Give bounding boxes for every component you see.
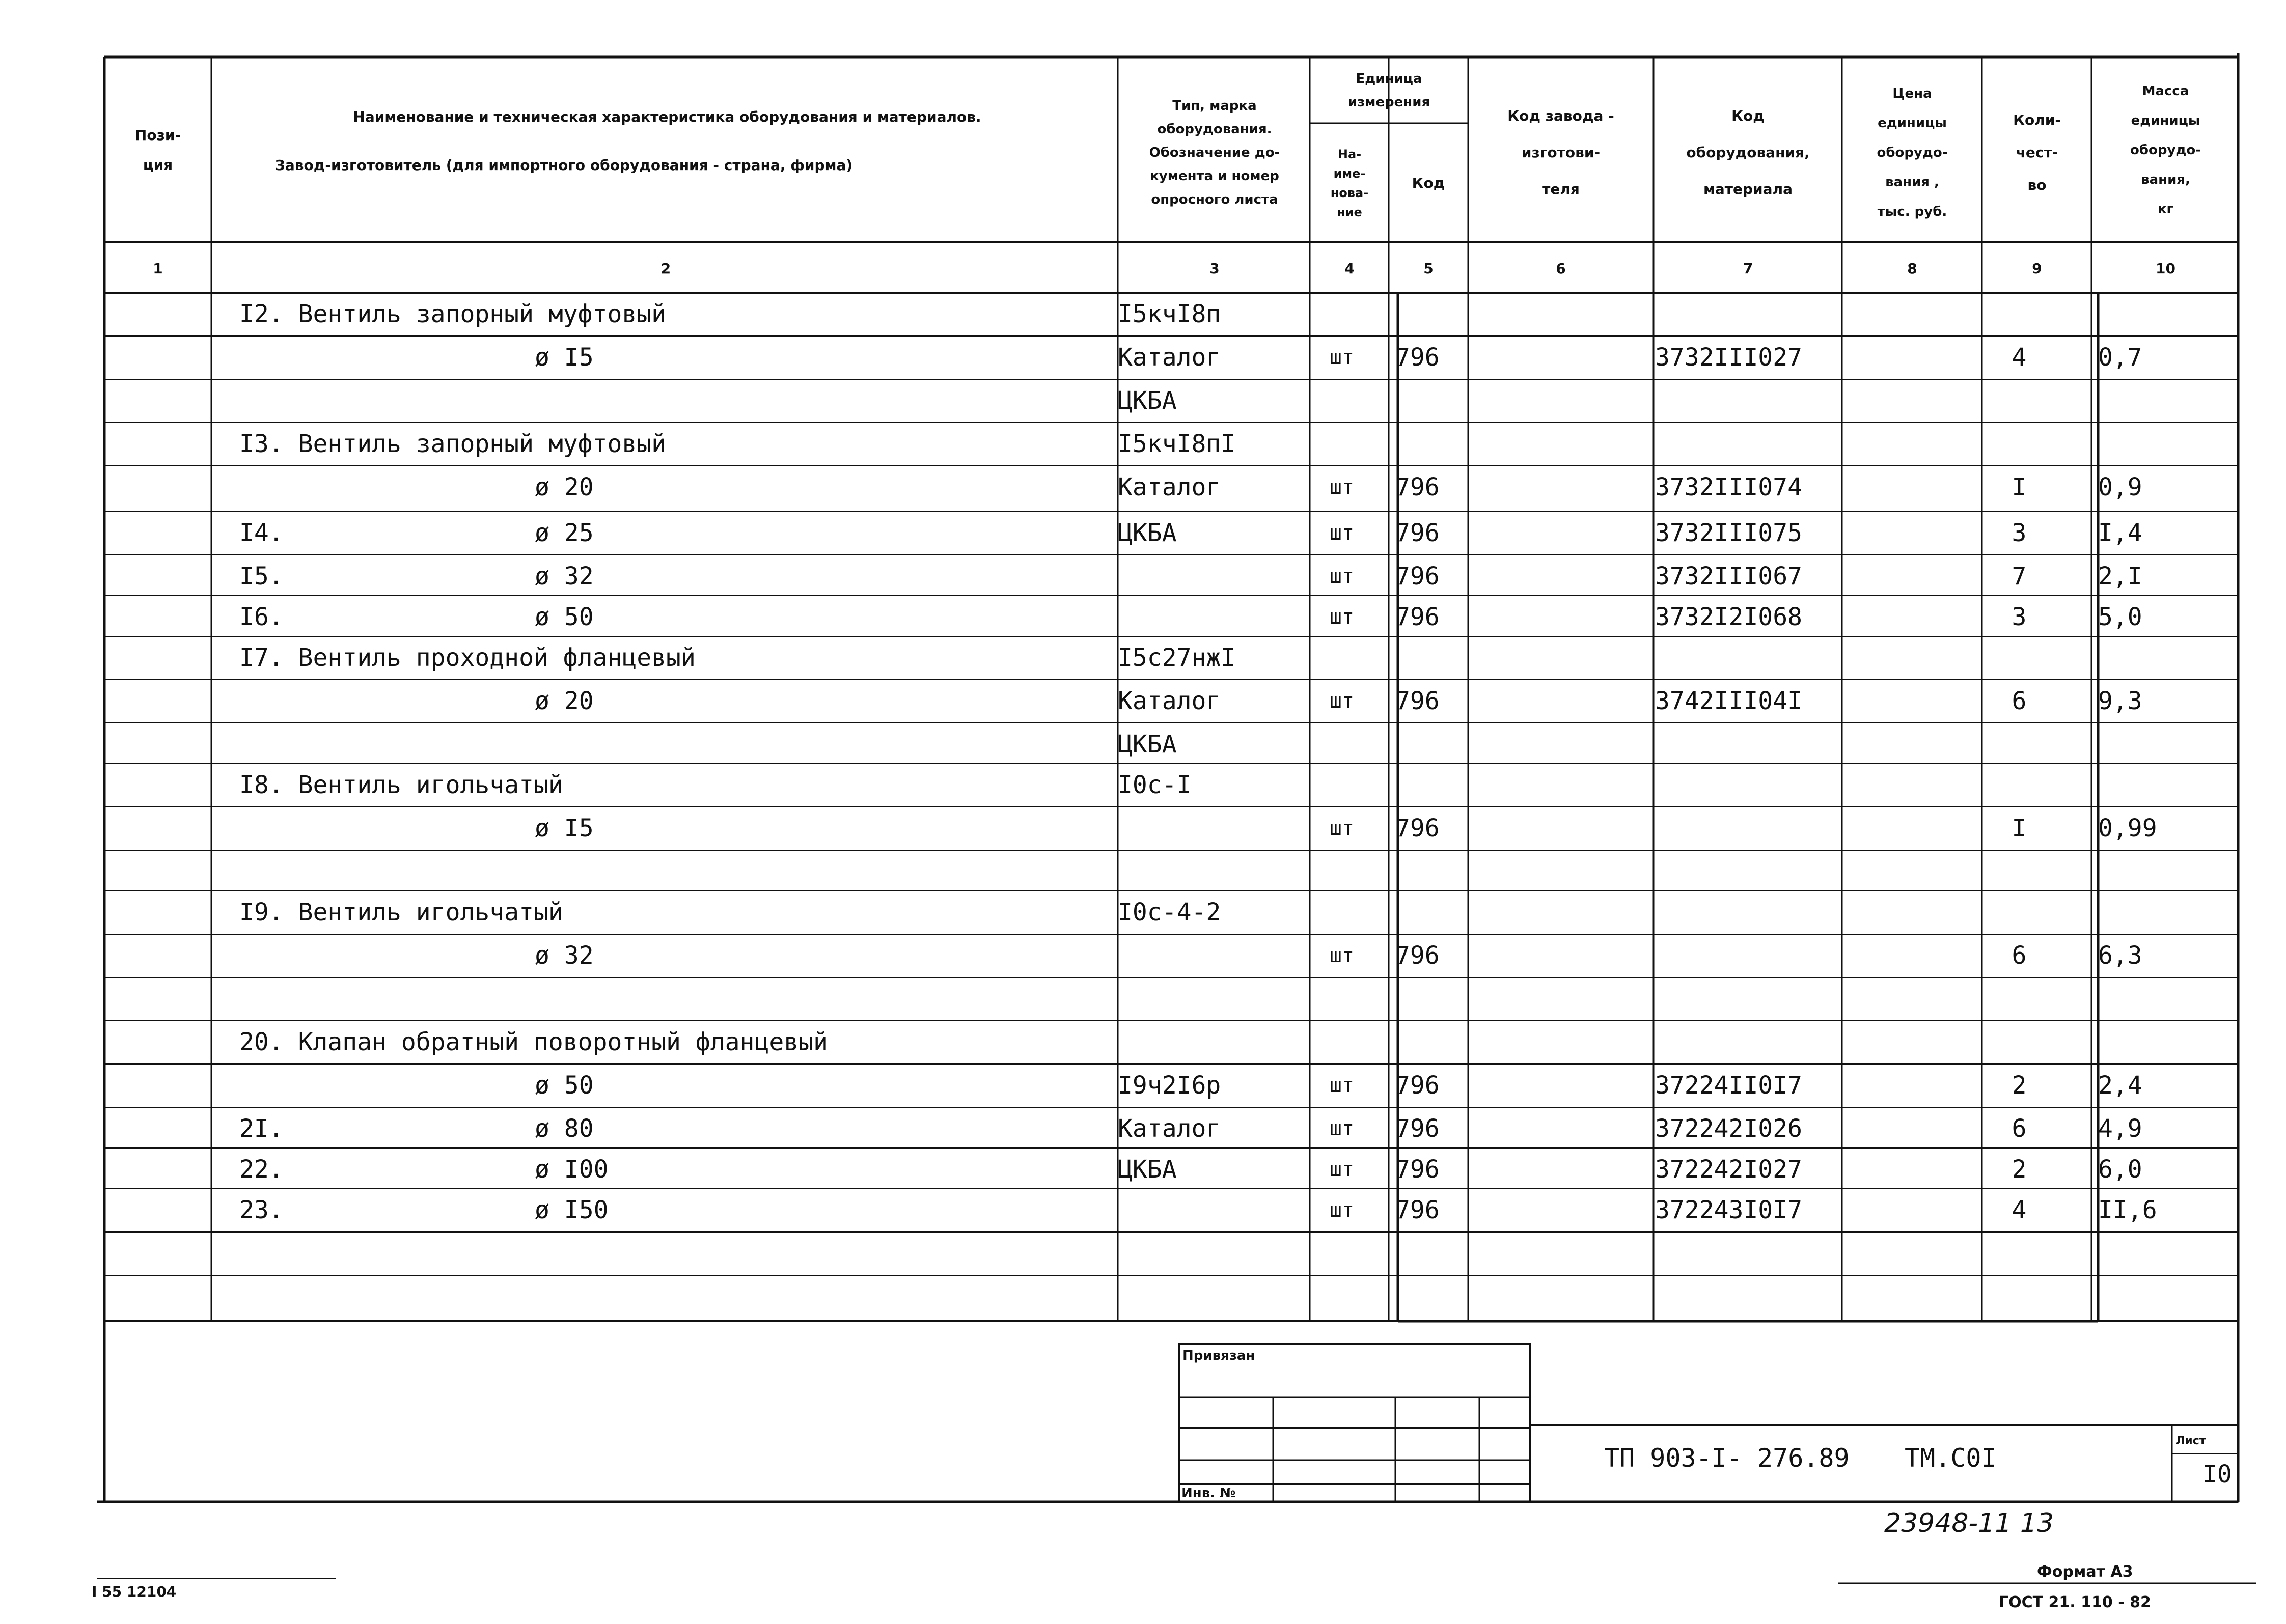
- unit-mass: 2,4: [2098, 1071, 2142, 1100]
- type-mark: ЦКБА: [1118, 1155, 1177, 1184]
- equipment-code: 372242I026: [1655, 1114, 1802, 1143]
- diameter: ø 20: [535, 687, 594, 715]
- quantity: 6: [2012, 941, 2027, 970]
- unit-code: 796: [1395, 519, 1440, 547]
- diameter: ø I50: [535, 1196, 609, 1224]
- column-number: 1: [153, 260, 163, 277]
- unit-name: шт: [1329, 944, 1355, 967]
- type-mark: Каталог: [1118, 473, 1221, 501]
- unit-code: 796: [1395, 1114, 1440, 1143]
- unit-mass: 5,0: [2098, 603, 2142, 631]
- column-number: 8: [1907, 260, 1917, 277]
- unit-name: шт: [1329, 1074, 1355, 1097]
- position-name: I9. Вентиль игольчатый: [239, 898, 563, 927]
- privyazan-label: Привязан: [1182, 1348, 1255, 1363]
- equipment-code: 3742III04I: [1655, 687, 1802, 715]
- header-unit-name: На- име- нова- ние: [1330, 147, 1369, 219]
- quantity: 3: [2012, 519, 2027, 547]
- column-number: 4: [1344, 260, 1355, 277]
- unit-mass: 6,0: [2098, 1155, 2142, 1184]
- unit-name: шт: [1329, 605, 1355, 629]
- gost-label: ГОСТ 21. 110 - 82: [1999, 1593, 2151, 1611]
- type-mark: I5кчI8п: [1118, 300, 1221, 328]
- unit-name: шт: [1329, 565, 1355, 588]
- unit-name: шт: [1329, 689, 1355, 713]
- unit-name: шт: [1329, 1158, 1355, 1181]
- document-code: ТП 903-I- 276.89: [1604, 1443, 1850, 1473]
- header-quantity: Коли- чест- во: [2013, 111, 2061, 193]
- unit-code: 796: [1395, 603, 1440, 631]
- header-type-mark: Тип, марка оборудования. Обозначение до- кумента и номер опросного листа: [1149, 98, 1280, 207]
- unit-mass: 0,9: [2098, 473, 2142, 501]
- type-mark: I9ч2I6р: [1118, 1071, 1221, 1100]
- unit-code: 796: [1395, 814, 1440, 843]
- header-name-line2: Завод-изготовитель (для импортного оборудования - страна, фирма): [275, 157, 853, 174]
- unit-mass: I,4: [2098, 519, 2142, 547]
- unit-name: шт: [1329, 475, 1355, 499]
- quantity: 4: [2012, 1196, 2027, 1224]
- position-name: 2I.: [239, 1114, 284, 1143]
- format-label: Формат А3: [2037, 1563, 2133, 1581]
- unit-mass: 2,I: [2098, 562, 2142, 591]
- column-number: 6: [1556, 260, 1566, 277]
- diameter: ø 32: [535, 941, 594, 970]
- position-name: I5.: [239, 562, 284, 591]
- equipment-code: 37224II0I7: [1655, 1071, 1802, 1100]
- unit-code: 796: [1395, 1071, 1440, 1100]
- column-number: 7: [1743, 260, 1753, 277]
- position-name: I2. Вентиль запорный муфтовый: [239, 300, 667, 328]
- unit-name: шт: [1329, 1117, 1355, 1140]
- document-mark: ТМ.С0I: [1905, 1443, 1997, 1473]
- position-name: 23.: [239, 1196, 284, 1224]
- unit-mass: 0,99: [2098, 814, 2157, 843]
- unit-code: 796: [1395, 343, 1440, 372]
- diameter: ø 20: [535, 473, 594, 501]
- unit-mass: 9,3: [2098, 687, 2142, 715]
- quantity: 4: [2012, 343, 2027, 372]
- unit-code: 796: [1395, 941, 1440, 970]
- type-mark: Каталог: [1118, 687, 1221, 715]
- column-number: 5: [1423, 260, 1434, 277]
- type-mark: ЦКБА: [1118, 730, 1177, 759]
- quantity: 6: [2012, 1114, 2027, 1143]
- equipment-code: 3732I2I068: [1655, 603, 1802, 631]
- quantity: 3: [2012, 603, 2027, 631]
- header-name-line1: Наименование и техническая характеристика оборудования и материалов.: [353, 108, 981, 125]
- diameter: ø 50: [535, 603, 594, 631]
- unit-mass: 4,9: [2098, 1114, 2142, 1143]
- unit-mass: 6,3: [2098, 941, 2142, 970]
- type-mark: I0с-4-2: [1118, 898, 1221, 927]
- unit-code: 796: [1395, 473, 1440, 501]
- column-number: 10: [2156, 260, 2175, 277]
- column-number: 3: [1209, 260, 1220, 277]
- diameter: ø I5: [535, 343, 594, 372]
- equipment-code: 3732III027: [1655, 343, 1802, 372]
- diameter: ø I00: [535, 1155, 609, 1184]
- unit-code: 796: [1395, 1155, 1440, 1184]
- type-mark: ЦКБА: [1118, 519, 1177, 547]
- unit-code: 796: [1395, 562, 1440, 591]
- equipment-code: 372243I0I7: [1655, 1196, 1802, 1224]
- type-mark: I0с-I: [1118, 771, 1192, 799]
- diameter: ø 50: [535, 1071, 594, 1100]
- unit-name: шт: [1329, 817, 1355, 840]
- unit-name: шт: [1329, 346, 1355, 369]
- position-name: I4.: [239, 519, 284, 547]
- inventory-number-label: Инв. №: [1181, 1486, 1236, 1501]
- quantity: 6: [2012, 687, 2027, 715]
- equipment-code: 3732III067: [1655, 562, 1802, 591]
- unit-mass: II,6: [2098, 1196, 2157, 1224]
- quantity: 2: [2012, 1155, 2027, 1184]
- type-mark: I5кчI8пI: [1118, 430, 1236, 458]
- unit-code: 796: [1395, 1196, 1440, 1224]
- quantity: I: [2012, 814, 2027, 843]
- quantity: I: [2012, 473, 2027, 501]
- type-mark: I5с27нжI: [1118, 643, 1236, 672]
- unit-name: шт: [1329, 521, 1355, 545]
- handwritten-stamp-number: 23948-11 13: [1884, 1508, 2054, 1538]
- position-name: I8. Вентиль игольчатый: [239, 771, 563, 799]
- type-mark: Каталог: [1118, 343, 1221, 372]
- header-position: Пози- ция: [134, 127, 181, 173]
- diameter: ø 80: [535, 1114, 594, 1143]
- footer-left-code: I 55 12104: [92, 1583, 177, 1600]
- header-unit-code: Код: [1412, 175, 1445, 191]
- diameter: ø 25: [535, 519, 594, 547]
- quantity: 7: [2012, 562, 2027, 591]
- equipment-code: 372242I027: [1655, 1155, 1802, 1184]
- type-mark: ЦКБА: [1118, 386, 1177, 415]
- column-number: 9: [2032, 260, 2042, 277]
- diameter: ø 32: [535, 562, 594, 591]
- sheet-label: Лист: [2175, 1435, 2206, 1447]
- position-name: I7. Вентиль проходной фланцевый: [239, 643, 696, 672]
- position-name: I3. Вентиль запорный муфтовый: [239, 430, 667, 458]
- unit-mass: 0,7: [2098, 343, 2142, 372]
- sheet-number: I0: [2202, 1460, 2232, 1489]
- header-unit-group: Единица измерения: [1347, 71, 1430, 110]
- header-equipment-code: Код оборудования, материала: [1686, 107, 1810, 198]
- quantity: 2: [2012, 1071, 2027, 1100]
- unit-name: шт: [1329, 1198, 1355, 1222]
- header-unit-mass: Масса единицы оборудо- вания, кг: [2130, 83, 2201, 217]
- position-name: I6.: [239, 603, 284, 631]
- equipment-code: 3732III074: [1655, 473, 1802, 501]
- header-plant-code: Код завода - изготови- теля: [1507, 107, 1614, 198]
- header-unit-price: Цена единицы оборудо- вания , тыс. руб.: [1877, 86, 1948, 219]
- diameter: ø I5: [535, 814, 594, 843]
- position-name: 20. Клапан обратный поворотный фланцевый: [239, 1028, 828, 1056]
- column-number: 2: [660, 260, 671, 277]
- type-mark: Каталог: [1118, 1114, 1221, 1143]
- position-name: 22.: [239, 1155, 284, 1184]
- unit-code: 796: [1395, 687, 1440, 715]
- equipment-code: 3732III075: [1655, 519, 1802, 547]
